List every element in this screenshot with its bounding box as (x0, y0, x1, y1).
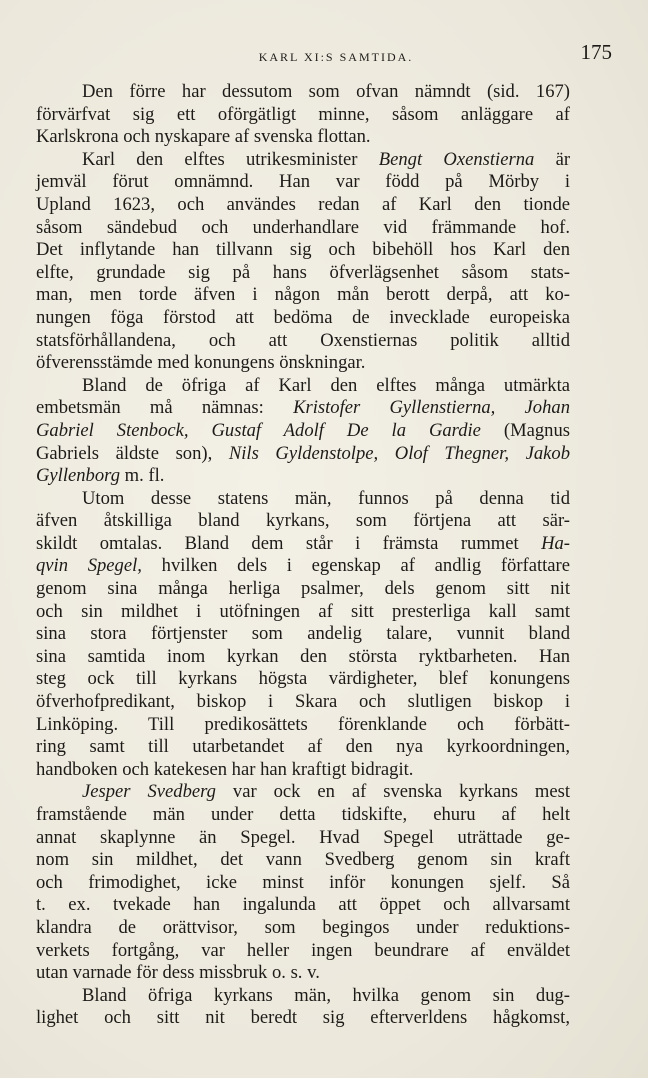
italic-name: Ha- (541, 532, 570, 554)
text-line: klandra de orättvisor, som begingos under reduktions- (36, 916, 570, 938)
text-line: nom sin mildhet, det vann Svedberg genom sin kraft (36, 849, 570, 871)
body-text (36, 81, 570, 1030)
text-line (36, 555, 570, 578)
text-line: man, men torde äfven i någon mån berott derpå, att ko- (36, 284, 570, 306)
text-line: verkets fortgång, var heller ingen beundrare af enväldet (36, 939, 570, 961)
italic-name: Gyllenborg (36, 465, 120, 487)
text-line: elfte, grundade sig på hans öfverlägsenhet såsom stats- (36, 261, 570, 283)
text-line: sina stora förtjenster som andelig talare, vunnit bland (36, 623, 570, 645)
text-line: nungen föga förstod att bedöma de invecklade europeiska (36, 306, 570, 328)
text-line: Linköping. Till predikosättets förenklande och förbätt- (36, 713, 570, 735)
text-line: handboken och katekesen har han kraftigt bidragit. (36, 758, 414, 780)
text-line (36, 443, 570, 466)
text-segment: är (534, 148, 571, 170)
text-line: ring samt till utarbetandet af den nya kyrkoordningen, (36, 736, 570, 758)
text-segment: skildt omtalas. Bland dem står i främsta rummet (36, 532, 542, 554)
text-line: Utom desse statens män, funnos på denna tid (82, 487, 570, 509)
text-line: steg ock till kyrkans högsta värdigheter, blef konungens (36, 668, 570, 690)
text-line: förvärfvat sig ett oförgätligt minne, såsom anläggare af (36, 103, 570, 125)
text-line (36, 420, 570, 443)
text-line: utan varnade för dess missbruk o. s. v. (36, 962, 320, 984)
text-line: och frimodighet, icke minst inför konungen sjelf. Så (36, 871, 570, 893)
text-line (36, 465, 570, 488)
italic-name: qvin Spegel, (36, 555, 142, 577)
text-line: Det inflytande han tillvann sig och bibehöll hos Karl den (36, 239, 570, 261)
text-line: såsom sändebud och underhandlare vid främmande hof. (36, 216, 570, 238)
running-head: KARL XI:S SAMTIDA. (258, 50, 414, 64)
text-line (36, 781, 570, 804)
text-line: öfverensstämde med konungens önskningar. (36, 352, 366, 374)
text-line: lighet och sitt nit beredt sig efterverldens hågkomst, (36, 1007, 570, 1029)
text-line: Bland öfriga kyrkans män, hvilka genom sin dug- (82, 984, 570, 1006)
text-line (36, 397, 570, 420)
page-number: 175 (580, 40, 612, 64)
text-line: Upland 1623, och användes redan af Karl den tionde (36, 193, 570, 215)
text-line (36, 149, 570, 172)
text-line: och sin mildhet i utöfningen af sitt presterliga kall samt (36, 600, 570, 622)
italic-name: Kristofer Gyllenstierna, Johan (293, 397, 570, 419)
text-line: äfven åtskilliga bland kyrkans, som förtjena att sär- (36, 510, 570, 532)
text-line: Karlskrona och nyskapare af svenska flottan. (36, 126, 371, 148)
text-line: Den förre har dessutom som ofvan nämndt (sid. 167) (82, 81, 570, 102)
text-line: framstående män under detta tidskifte, ehuru af helt (36, 804, 570, 825)
text-segment: (Magnus (480, 419, 570, 441)
page-header (36, 40, 612, 70)
text-line: t. ex. tvekade han ingalunda att öppet och allvarsamt (36, 894, 570, 916)
text-segment: hvilken dels i egenskap af andlig författare (141, 555, 571, 577)
text-line (36, 533, 570, 556)
text-line: Bland de öfriga af Karl den elftes många utmärkta (82, 374, 570, 396)
italic-name: Bengt Oxenstierna (378, 148, 535, 170)
text-segment: Karl den elftes utrikesminister (82, 148, 379, 170)
text-segment: m. fl. (120, 465, 165, 487)
text-line: annat skaplynne än Spegel. Hvad Spegel uträttade ge- (36, 826, 570, 848)
text-line: jemväl förut omnämnd. Han var född på Mörby i (36, 171, 570, 193)
italic-name: Gabriel Stenbock, Gustaf Adolf De la Gardie (36, 419, 481, 441)
text-segment: var ock en af svenska kyrkans mest (215, 781, 570, 803)
text-line: genom sina många herliga psalmer, dels genom sitt nit (36, 578, 570, 600)
text-line: statsförhållandena, och att Oxenstiernas politik alltid (36, 329, 570, 351)
text-segment: Gabriels äldste son), (36, 442, 229, 464)
text-segment: embetsmän må nämnas: (36, 397, 294, 419)
italic-name: Nils Gyldenstolpe, Olof Thegner, Jakob (228, 442, 570, 464)
text-line: sina samtida inom kyrkan den största ryktbarheten. Han (36, 645, 570, 667)
text-line: öfverhofpredikant, biskop i Skara och slutligen biskop i (36, 691, 570, 713)
italic-name: Jesper Svedberg (82, 781, 216, 803)
